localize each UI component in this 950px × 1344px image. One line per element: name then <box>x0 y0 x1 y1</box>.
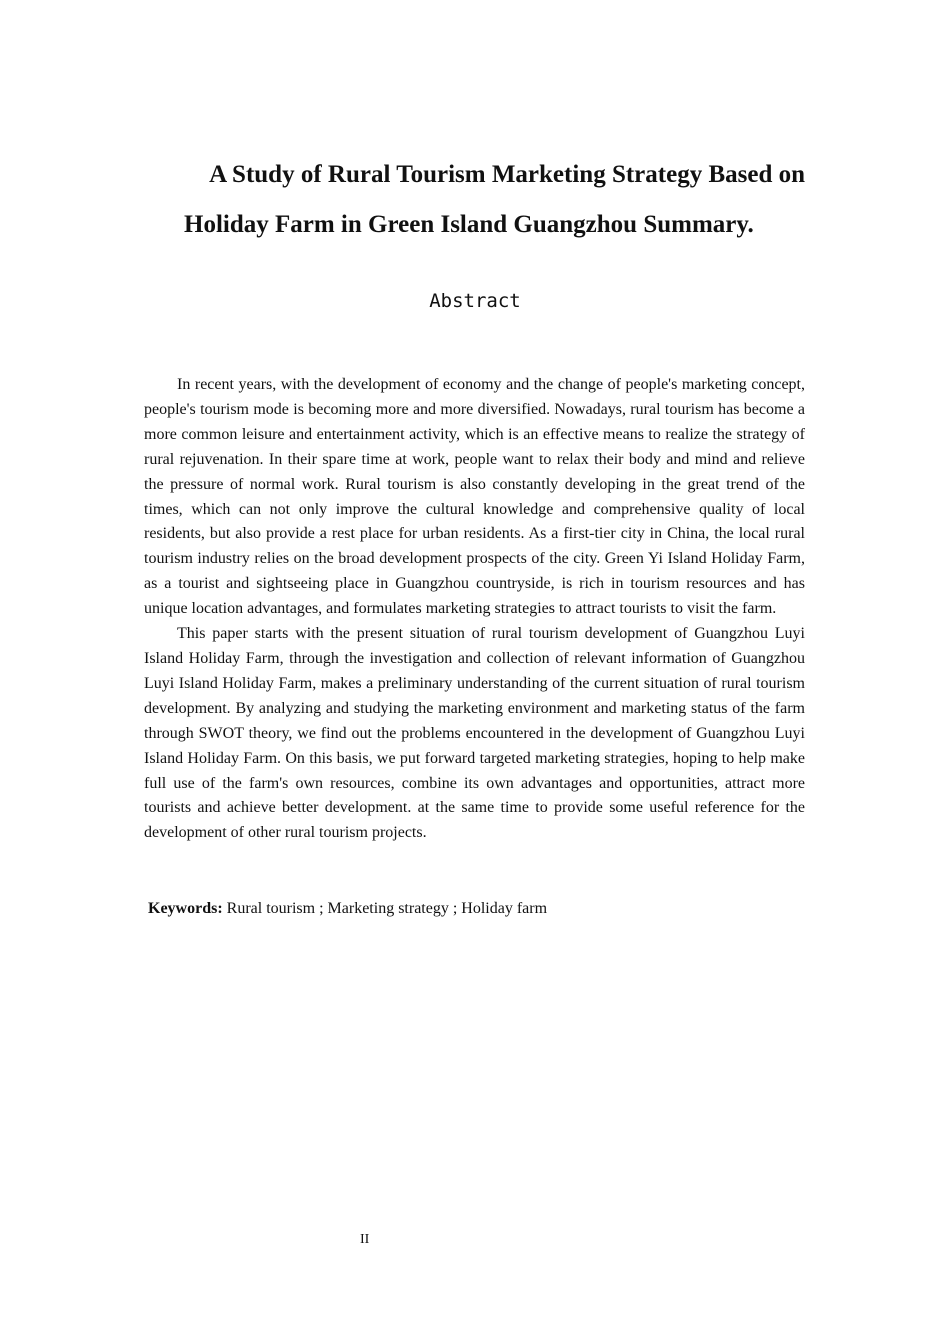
abstract-paragraph-1: In recent years, with the development of economy and the change of people's marketing concept, people's tourism mode is becoming more and more diversified. Nowadays, rural tourism has become a more common leisure and entertainment activity, which is an effective means to realize the strategy of rural rejuvenation. In their spare time at work, people want to relax their body and mind and relieve the pressure of normal work. Rural tourism is also constantly developing in the great trend of the times, which can not only improve the cultural knowledge and comprehensive quality of local residents, but also provide a rest place for urban residents. As a first-tier city in China, the local rural tourism industry relies on the broad development prospects of the city. Green Yi Island Holiday Farm, as a tourist and sightseeing place in Guangzhou countryside, is rich in tourism resources and has unique location advantages, and formulates marketing strategies to attract tourists to visit the farm. <box>144 376 805 618</box>
abstract-heading: Abstract <box>429 290 521 312</box>
keywords-label: Keywords: <box>148 900 223 917</box>
abstract-body <box>144 373 805 846</box>
page-number: II <box>360 1232 370 1247</box>
title-line-1: A Study of Rural Tourism Marketing Strategy Based on <box>209 161 805 188</box>
title-line-2: Holiday Farm in Green Island Guangzhou Summary. <box>184 211 754 238</box>
keywords-value: Rural tourism ; Marketing strategy ; Holiday farm <box>222 900 548 917</box>
keywords-line <box>148 896 547 921</box>
abstract-paragraph-2: This paper starts with the present situation of rural tourism development of Guangzhou Luyi Island Holiday Farm, through the investigation and collection of relevant information of Guangzhou Luyi Island Holiday Farm, makes a preliminary understanding of the current situation of rural tourism development. By analyzing and studying the marketing environment and marketing status of the farm through SWOT theory, we find out the problems encountered in the development of Guangzhou Luyi Island Holiday Farm. On this basis, we put forward targeted marketing strategies, hoping to help make full use of the farm's own resources, combine its own advantages and opportunities, attract more tourists and achieve better development. at the same time to provide some useful reference for the development of other rural tourism projects. <box>144 625 805 842</box>
